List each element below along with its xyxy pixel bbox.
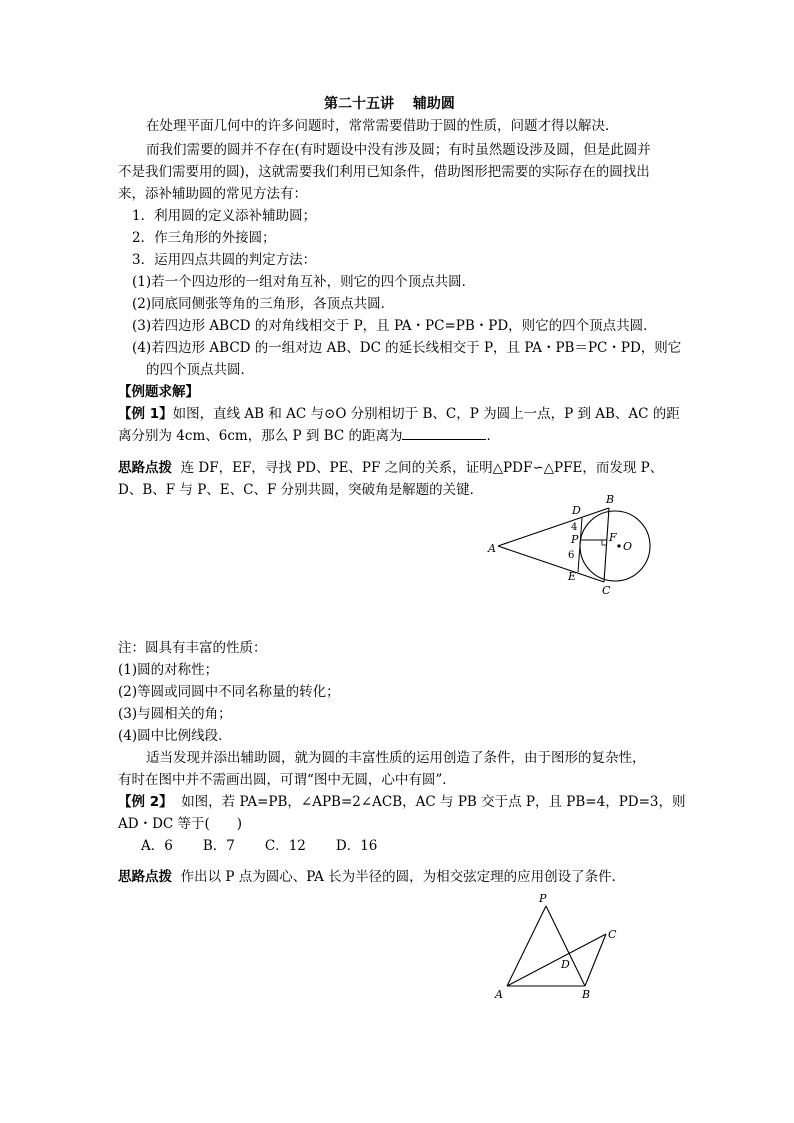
criterion-3: (3)若四边形 ABCD 的对角线相交于 P，且 PA・PC=PB・PD，则它的四个顶点共圆． (132, 318, 657, 334)
answer-blank (402, 427, 486, 440)
segment-cb (585, 934, 606, 986)
hint-label-1: 思路点拨 (118, 460, 172, 476)
intro-paragraph-2-line-1: 而我们需要的圆并不存在(有时题设中没有涉及圆；有时虽然题设涉及圆，但是此圆并 (146, 142, 651, 158)
example-2-text-1: 如图，若 PA=PB，∠APB=2∠ACB，AC 与 PB 交于点 P，且 PB=4，PD=3，则 (181, 794, 686, 810)
hint-text-2: 作出以 P 点为圆心、PA 长为半径的圆，为相交弦定理的应用创设了条件． (180, 869, 626, 885)
fig1-label-e: E (568, 570, 577, 583)
intro-paragraph-1: 在处理平面几何中的许多问题时，常常需要借助于圆的性质，问题才得以解决． (146, 118, 619, 134)
example-1-text-1: 如图，直线 AB 和 AC 与⊙O 分别相切于 B、C，P 为圆上一点，P 到 AB、AC 的距 (172, 406, 680, 422)
option-b: B．7 (202, 838, 235, 854)
method-2: 2．作三角形的外接圆； (132, 230, 276, 246)
example-1-text-2: 离分别为 4cm、6cm，那么 P 到 BC 的距离为 (118, 428, 403, 444)
note-paragraph-line-1: 适当发现并添出辅助圆，就为圆的丰富性质的运用创造了条件，由于图形的复杂性， (146, 750, 646, 766)
fig2-label-p: P (539, 892, 547, 905)
note-paragraph-line-2: 有时在图中并不需画出圆，可谓“图中无圆，心中有圆”． (118, 772, 456, 788)
option-d: D．16 (335, 838, 378, 854)
fig1-label-4: 4 (571, 522, 578, 533)
section-heading: 【例题求解】 (118, 384, 199, 400)
fig2-label-a: A (495, 988, 503, 1001)
example-2-line-1 (118, 792, 686, 812)
circle-o (580, 511, 650, 581)
example-1-line-1 (118, 404, 680, 424)
segment-ac (507, 934, 606, 986)
criterion-4-cont: 的四个顶点共圆． (146, 362, 254, 378)
page-title: 第二十五讲 辅助圆 (324, 96, 455, 112)
fig2-label-c: C (608, 928, 617, 941)
segment-de (578, 518, 582, 572)
criterion-2: (2)同底同侧张等角的三角形，各顶点共圆． (132, 296, 395, 312)
example-1-text-2-end: ． (486, 428, 500, 444)
example-2-hint (118, 867, 625, 887)
example-2-figure (488, 886, 628, 1004)
example-1-hint-line-2: D、B、F 与 P、E、C、F 分别共圆，突破角是解题的关键． (118, 482, 484, 498)
note-item-1: (1)圆的对称性； (118, 662, 219, 678)
example-1-figure (480, 488, 660, 600)
method-1: 1．利用圆的定义添补辅助圆； (132, 208, 317, 224)
hint-label-2: 思路点拨 (118, 869, 172, 885)
example-2-label: 【例 2】 (118, 794, 173, 810)
option-a: A．6 (141, 838, 173, 854)
fig1-label-b: B (606, 493, 615, 506)
intro-paragraph-2-line-2: 不是我们需要用的圆)，这就需要我们利用已知条件，借助图形把需要的实际存在的圆找出 (118, 164, 650, 180)
note-item-3: (3)与圆相关的角； (118, 706, 232, 722)
example-2-options (141, 836, 377, 856)
fig1-label-p: P (571, 533, 579, 546)
intro-paragraph-2-line-3: 来，添补辅助圆的常见方法有： (118, 186, 307, 202)
point-o (617, 544, 620, 547)
example-1-hint-line-1 (118, 458, 663, 478)
side-pb (546, 906, 585, 986)
fig1-label-c: C (602, 584, 611, 597)
method-3: 3．运用四点共圆的判定方法： (132, 252, 317, 268)
criterion-1: (1)若一个四边形的一组对角互补，则它的四个顶点共圆． (132, 274, 476, 290)
fig1-label-a: A (488, 542, 496, 555)
fig1-label-6: 6 (568, 550, 575, 561)
note-item-4: (4)圆中比例线段． (118, 728, 232, 744)
option-c: C．12 (264, 838, 306, 854)
criterion-4: (4)若四边形 ABCD 的一组对边 AB、DC 的延长线相交于 P，且 PA・PB＝PC・PD，则它 (132, 340, 682, 356)
fig1-label-f: F (609, 531, 617, 544)
hint-text-1: 连 DF，EF，寻找 PD、PE、PF 之间的关系，证明△PDF∽△PFE，而发现 P、 (180, 460, 664, 476)
note-item-2: (2)等圆或同圆中不同名称量的转化； (118, 684, 340, 700)
fig2-label-d: D (561, 958, 570, 971)
fig1-label-d: D (572, 504, 581, 517)
fig1-label-o: O (623, 540, 633, 553)
tangent-ac (498, 546, 604, 582)
example-1-line-2 (118, 426, 500, 446)
example-2-line-2: AD・DC 等于( ) (118, 816, 243, 832)
note-heading: 注：圆具有丰富的性质： (118, 640, 267, 656)
example-1-label: 【例 1】 (118, 406, 173, 422)
side-pa (507, 906, 546, 986)
fig2-label-b: B (582, 988, 591, 1001)
